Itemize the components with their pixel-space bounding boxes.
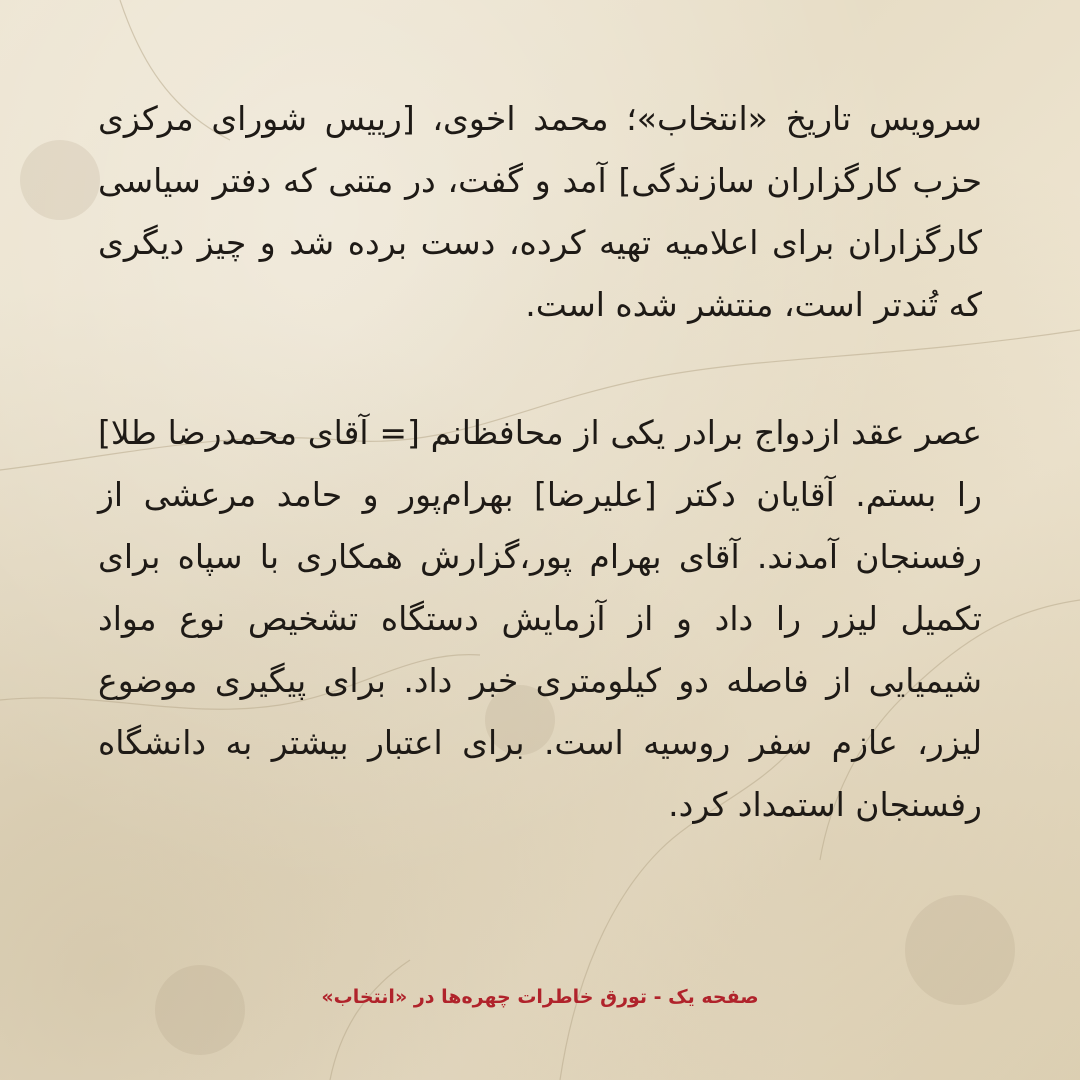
document-body bbox=[98, 88, 982, 836]
page-footer: صفحه یک - تورق خاطرات چهره‌ها در «انتخاب» bbox=[321, 986, 759, 1008]
paragraph-2: عصر عقد ازدواج برادر یکی از محافظانم [= آقای محمدرضا طلا] را بستم. آقایان دکتر [علیرضا] بهرام‌پور و حامد مرعشی از رفسنجان آمدند. آقای بهرام پور،گزارش همکاری با سپاه برای تکمیل لیزر را داد و از آزمایش دستگاه تشخیص نوع مواد شیمیایی از فاصله دو کیلومتری خبر داد. برای پیگیری موضوع لیزر، عازم سفر روسیه است. برای اعتبار بیشتر به دانشگاه رفسنجان استمداد کرد. bbox=[98, 413, 982, 824]
paragraph-1: سرویس تاریخ «انتخاب»؛ محمد اخوی، [رییس شورای مرکزی حزب کارگزاران سازندگی] آمد و گفت، در متنی که دفتر سیاسی کارگزاران برای اعلامیه تهیه کرده، دست برده شد و چیز دیگری که تُندتر است، منتشر شده است. bbox=[98, 99, 982, 324]
